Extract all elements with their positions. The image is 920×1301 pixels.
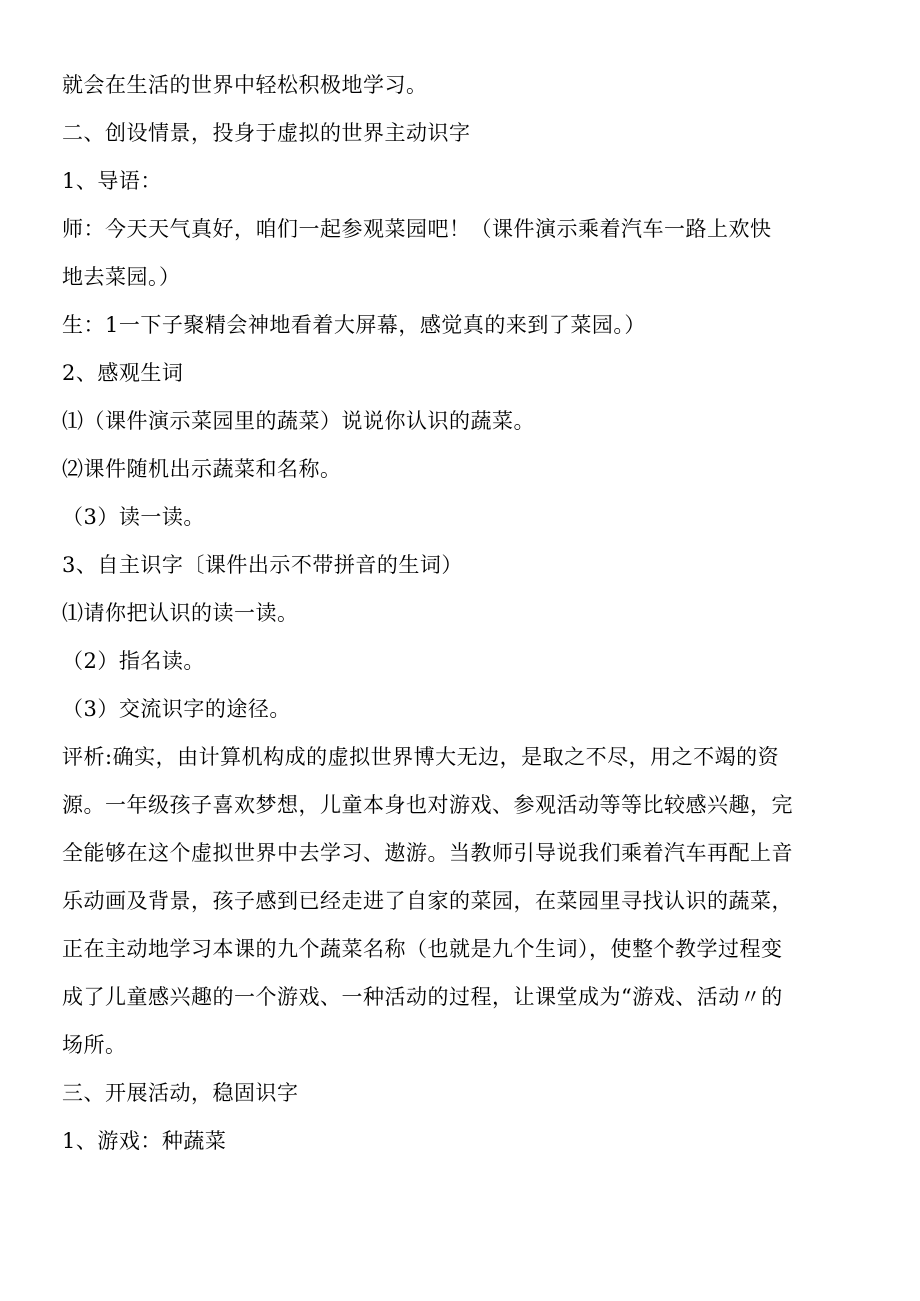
section-heading: 三、开展活动，稳固识字	[62, 1081, 299, 1105]
list-item: （2）指名读。	[62, 649, 205, 673]
comment-line: 成了儿童感兴趣的一个游戏、一种活动的过程，让课堂成为“游戏、活动〃的	[62, 985, 783, 1009]
subsection-heading: 3、自主识字〔课件出示不带拼音的生词）	[62, 553, 463, 577]
subsection-heading: 1、游戏：种蔬菜	[62, 1129, 227, 1153]
comment-line: 正在主动地学习本课的九个蔬菜名称（也就是九个生词），使整个教学过程变	[62, 937, 783, 961]
text-line: 生：1一下子聚精会神地看着大屏幕，感觉真的来到了菜园。）	[62, 313, 646, 337]
comment-line: 乐动画及背景，孩子感到已经走进了自家的菜园，在菜园里寻找认识的蔬菜，	[62, 889, 793, 913]
subsection-heading: 1、导语：	[62, 169, 162, 193]
text-line: 地去菜园。）	[62, 265, 181, 289]
text-line: 师：今天天气真好，咱们一起参观菜园吧！（课件演示乘着汽车一路上欢快	[62, 217, 772, 241]
comment-line: 全能够在这个虚拟世界中去学习、遨游。当教师引导说我们乘着汽车再配上音	[62, 841, 793, 865]
list-item: ⑴请你把认识的读一读。	[62, 601, 299, 625]
comment-line: 源。一年级孩子喜欢梦想，儿童本身也对游戏、参观活动等等比较感兴趣，完	[62, 793, 793, 817]
comment-line: 评析:确实，由计算机构成的虚拟世界博大无边，是取之不尽，用之不竭的资	[62, 745, 780, 769]
list-item: ⑵课件随机出示蔬菜和名称。	[62, 457, 342, 481]
subsection-heading: 2、感观生词	[62, 361, 184, 385]
list-item: ⑴（课件演示菜园里的蔬菜）说说你认识的蔬菜。	[62, 409, 535, 433]
list-item: （3）读一读。	[62, 505, 205, 529]
list-item: （3）交流识字的途径。	[62, 697, 291, 721]
comment-line: 场所。	[62, 1033, 127, 1057]
section-heading: 二、创设情景，投身于虚拟的世界主动识字	[62, 121, 471, 145]
text-line: 就会在生活的世界中轻松积极地学习。	[62, 73, 428, 97]
